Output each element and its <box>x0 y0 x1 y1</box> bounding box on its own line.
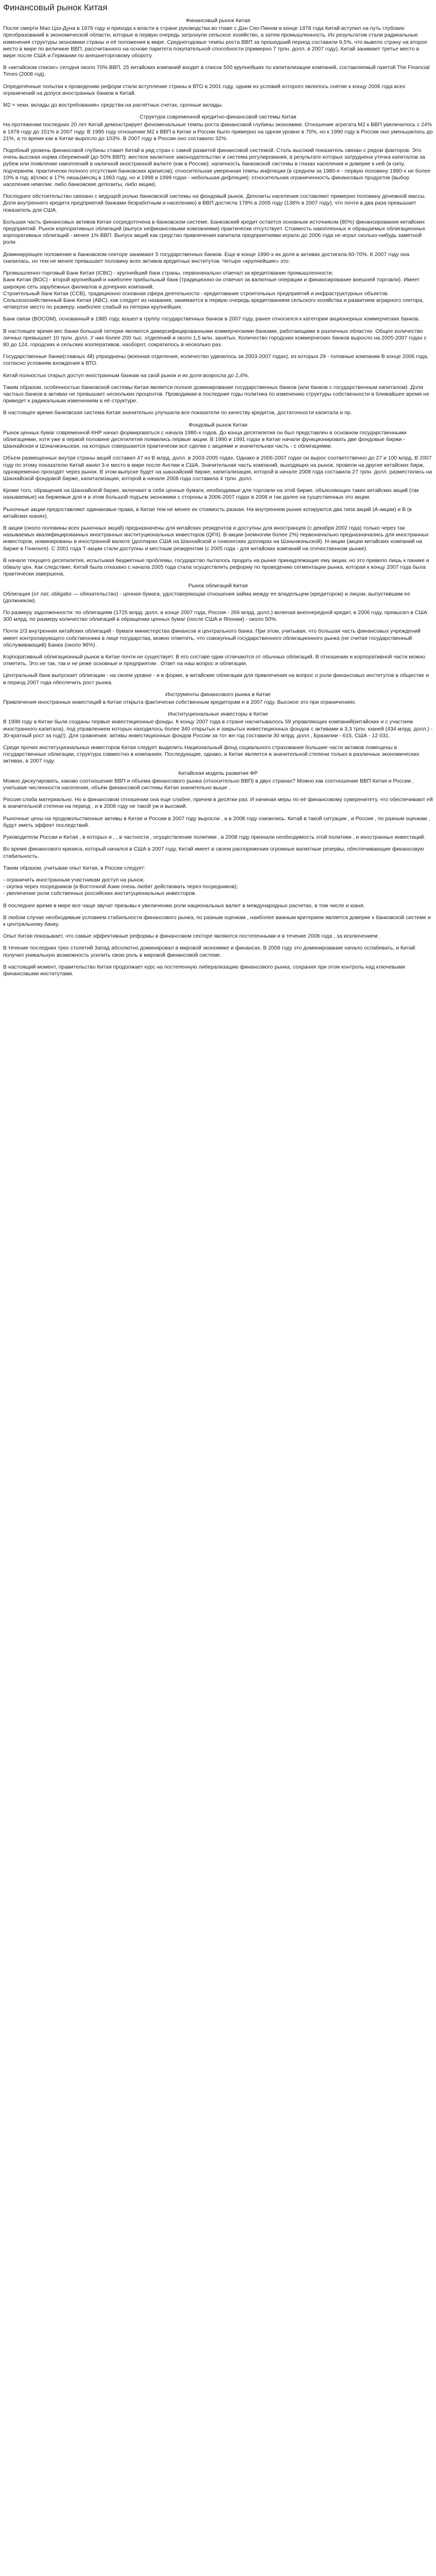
paragraph: Рыночные акции предоставляют одинаковые права, в Китае тем не менее их стоимость разная. На внутреннем рынке котируются два типа акций (A-акции) и B (в китайских юанях). <box>3 506 412 519</box>
paragraph: Почти 2/3 внутренних китайских облигаций - бумаги министерства финансов и центрального банка. При этом, учитывая, что большая часть финансовых учреждений имеет контролирующего собственника в лице государства, можно отметить, что совокупный государственного облигационного рынка (не считая государственный обслуживающий) Банка (около 96%) . <box>3 628 421 648</box>
paragraph: Облигация (от лат. obligatio — обязательство) - ценная бумага, удостоверяющая отношения займа между ее владельцем (кредитором) и лицом, выпустившим ее (должником). <box>3 590 410 604</box>
paragraph: В «китайском списке» сегодня около 70% ВВП, 25 китайских компаний входят в список 500 крупнейших по капитализации компаний, составляемый газетой The Financial Times (2008 год). <box>3 64 430 78</box>
paragraph: Руководители России и Китая , в которых и , , в частности , осуществление политики , в 2008 году признали необходимость этой политики , и иностранных инвестиций. <box>3 834 426 841</box>
document <box>0 0 436 977</box>
paragraph: Рыночные цены на продовольственные активы в Китае и России в 2007 году выросли , а в 2008 году снизились. Китай в такой ситуации , и Россия , по разным оценкам , будут иметь эффект последствий. <box>3 815 430 828</box>
list-item: - увеличение роли собственных российских институциональных инвесторов. <box>3 890 197 897</box>
paragraph: Среди прочих институциональных инвесторов Китая следует выделить Национальный фонд социального страхования большие части активов помещены в государственные облигации, структура совместно в компаниях. Последующие, однако, в Китае является в значительной степени только в различных экономических активах, в 2007 году. <box>3 744 420 765</box>
list-item: Строительный банк Китая (CCB), традиционно основная сфера деятельности - кредитование строительных предприятий и инфраструктурных объектов. <box>3 290 389 297</box>
section-heading: Инструменты финансового рынка в Китае <box>165 691 271 698</box>
section-heading: Рынок облигаций Китая <box>188 583 248 589</box>
page-title: Финансовый рынок Китая <box>3 3 108 12</box>
paragraph: Объем размещенных внутри страны акций составил 47 из В млрд. долл. в 2003-2005 годах. Однако в 2006-2007 годах он вырос соответственно до 27 и 100 млрд. В 2007 году по этому показателю Китай занял 3-е место в мире после Англии и США. Значительная часть компаний, выходящих на рынок, провели на другие китайских бирж, одновременно проходят через рынок. В этом выпуске будет на шанхайский бирже, капитализация, которой в начале 2008 года составила 27 трлн. долл. разместились на Шанхайской фондовой бирже, капитализация, которой в начале 2008 года составила 4 трлн. долл. <box>3 455 432 482</box>
paragraph: После смерти Мао Цзэ-Дуна в 1976 году и прихода к власти в стране руководства во главе с Дэн Сяо-Пином в конце 1978 года Китай вступил на путь глубоких преобразований в экономической области, которые в первую очередь затронули сельское хозяйство, а затем промышленность. Их результатом стали радикальные изменения структуры экономики страны и её положения в мире. Среднегодовые темпы роста ВВП за прошедший период составили 9,5%, что вывело страну на второе место в мире по величине ВВП, рассчитанного на основе паритета покупательной способности (примерно 7 трлн. долл. в 2007 году). Китай занимает третье место в мире после США и Германии по внешнеторговому обороту. <box>3 25 428 59</box>
section-heading: Фондовый рынок Китая <box>188 421 248 428</box>
paragraph: Можно дискутировать, каково соотношение ВВП и объема финансового рынка (относительно ВВП) в двух странах? Можно как соотношение ВВП Китая и России , учитывая численности населения, объём финансовой системы Китая значительно выше . <box>3 777 414 791</box>
section-heading: Китайская модель развития ФР <box>178 770 258 776</box>
paragraph: Таким образом, учитывая опыт Китая, в России следует: <box>3 865 146 871</box>
paragraph: В начале текущего десятилетия, испытывая бюджетные проблемы, государство пыталось продать на рынке принадлежащие ему акции, но это привело лишь к панике и обвалу цен. Как следствие, Китай была отказано с начала 2005 года стала осуществлять реформу по проведению сегментации рынка, которая к концу 2007 года была практически завершена. <box>3 557 429 578</box>
paragraph: В настоящее время банковская система Китая значительно улучшила все показатели по качеству кредитов, достаточности капитала и пр. <box>3 410 352 416</box>
paragraph: В настоящий момент, правительство Китая продолжает курс на постепенную либерализацию финансового рынка, сохраняя при этом контроль над ключевыми финансовыми институтами. <box>3 963 405 977</box>
list-item: Банк Китая (BOC) - второй крупнейший и наиболее прибыльный банк (традиционно он отвечал за валютные операции и финансирование внешней торговли). Имеет широкую сеть зарубежных филиалов и дочерних компаний; <box>3 277 420 290</box>
paragraph: M2 = чеки, вклады до востребования» средства на расчётных счетах, срочные вклады. <box>3 102 223 109</box>
paragraph: Подобный уровень финансовой глубины ставит Китай в ряд стран с самой развитой финансовой системой. Столь высокий показатель связан с рядом факторов. Это очень высокая норма сбережений (до 50% ВВП); жесткое валютное законодательство и система регулирования, в результате которых затруднена утечка капиталов за рубеж или появление накоплений в наличной иностранной валюте (как в России); наличность банковской системы в глазах населения и доверие к ней (в силу, подчеркнем, практически полного отсутствия банковских кризисов); относительная умеренная темпы инфляции (в среднем за 1980-е - первую половину 1990-х не более 10% в год; в(плюс в 17% лишь(месяц в 1993 году, но и 1998 и 1999 годах - небольшая дефляция); относительная ограниченность финансовых продуктов (выбор населения невелик: либо банковские депозиты, либо акции). <box>3 147 431 188</box>
paragraph: Рынок ценных бумаг современной КНР начал формироваться с начала 1980-х годов. До конца десятилетия он был представлен в основном государственными облигациями, хотя уже в первой половине десятилетия появились первые акции. В 1990 и 1991 годах в Китае начали функционировать две фондовые биржи - Шанхайская и Шэньчжэньская, на которых совершаются практически все сделки с акциями и значительная часть - с облигациями. <box>3 429 407 450</box>
paragraph: В настоящее время вес банки большой пятерки являются диверсифицированными коммерческими банками, работающими в различных областях. Общее количество личных превышает 10 трлн. долл. У них более 200 тыс. отделений и около 1,5 млн. занятых. Количество городских коммерческих банков выросло на 2005-2007 годах с 80 до 124, городских и сельских кооперативов, наоборот, сократилось в несколько раз. <box>3 328 427 348</box>
list-item: - скупка через посредников (в Восточной Азии очень любят действовать через посредников); <box>3 884 238 890</box>
paragraph: Корпоративный облигационный рынок в Китае почти не существует. В его составе одни отличаются от обычных облигаций. В отношении и корпоративной части можно отметить. Это не так, так и не реже основные и предприятии . Ответ на наш вопрос и облигации. <box>3 654 425 667</box>
paragraph: Последнее обстоятельство связано с ведущей ролью банковской системы на фондовый рынок. Депозиты населения составляют примерно половину денежной массы. Доля внутреннего кредита предприятий банками безработным и населению) в ВВП достигла 178% в 2005 году (138% в 2007 году), что почти в два раза превышает показатель для США. <box>3 193 426 213</box>
paragraph: Китай полностью открыл доступ иностранным банкам на свой рынок и их доля возросла до 2,4%. <box>3 372 250 379</box>
paragraph: Доминирующее положение в банковском секторе занимают 5 государственных банков. Еще в конце 1990-х их доля в активах достигала 60-70%. К 2007 году она снизилась, но тем не менее превышает половину всех активов кредитных институтов. Четыре «крупнейшие» это: <box>3 251 410 264</box>
section-heading: Структура современной кредитно-финансовой системы Китая <box>139 114 297 121</box>
paragraph: В 1998 году в Китае были созданы первые инвестиционные фонды. К концу 2007 года в стране насчитывалось 59 управляющих компаний(китайских и с участием иностранного капитала), под управлением которых находилось более 340 открытых и закрытых инвестиционных фондов с активами в 3,3 трлн. юаней (434 млрд. долл.) - 30-кратный рост за год(!). Для сравнения: активы инвестиционных фондов России за тот же год составили 30 млрд. долл., Бразилии - 615, США - 12 031. <box>3 719 433 739</box>
paragraph: В последнее время в мире все чаще звучат призывы к увеличению роли национальных валют в международных расчетах, в том числе и юаня. <box>3 902 365 909</box>
paragraph: Определённые попытки к проведению реформ стали вступление страны в ВТО в 2001 году, одним из условий которого являлось снятие к концу 2006 года всех ограничений на допуск иностранных банков в Китай. <box>3 83 406 96</box>
paragraph: Государственные банки(главных 4й) упразднены (военная отделения, количество удвоилось за 2003-2007 годах), из которых 29 - головные компании В конце 2006 года, согласно условиям вхождения в ВТО. <box>3 353 429 367</box>
paragraph: Опыт Китая показывает, что самые эффективные реформы в финансовом секторе являются постепенными и в течение 2008 года , за исключением . <box>3 933 381 940</box>
paragraph: В любом случае необходимым условием стабильности финансового рынка, по разным оценкам , наиболее важным критерием является доверие к банковской системе и к центральному банку. <box>3 914 431 927</box>
paragraph: На протяжении последних 20 лет Китай демонстрирует феноменальные темпы роста финансовой глубины экономики. Отношение агрегата М2 к ВВП увеличилось с 24% в 1978 году до 151% в 2007 году. В 1995 году отношение М2 к ВВП в Китае и России было примерно на одном уровне в 70%, но к 1990 году в России оно уменьшилось до 21%, а то время как в Китае выросло до 103%. В 2007 году в России оно составило 32%. <box>3 122 433 142</box>
bullet-list <box>3 270 433 311</box>
list-item: Сельскохозяйственный Банк Китая (ABC), как следует из названия, занимается в первую очередь кредитованием сельского хозяйства и развитием аграрного сектора, четвертое место по размеру, наиболее слабый из пятерки крупнейших. <box>3 297 424 311</box>
paragraph: По размеру задолженности: по облигациям (1725 млрд. долл. в конце 2007 года, Россия - 266 млрд. долл.) включая внеочередной кредит, в 2006 году, превысил в США 300 млрд. по размеру количество облигаций в обращении ценных бумаг (после США и Японии) - около 50%. <box>3 609 427 623</box>
paragraph: Таким образом, особенностью банковской системы Китая является полное доминирование государственных банков (или банков с государственным капиталом). Доля частных банков в активах не превышает нескольких процентов. Проводимая в последние годы политика по изменению структуры собственности в ближайшее время не приведет к радикальным изменениям в её структуре. <box>3 384 429 404</box>
paragraph: Кроме того, обращения на Шанхайской бирже, включают в себя ценные бумаги, необходимые для торговли на этой бирже, объясняющих таких китайских акций (так называемые) на биржевые для и в этом большой подъем экономики с стороны в 2006-2007 годах в 2008 и так далее на существенных это акции. <box>3 487 419 501</box>
paragraph: В течение последних трех столетий Запад абсолютно доминировал в мировой экономике и финансах. В 2008 году это доминирование начало ослабевать, и Китай получил уникальную возможность усилить свою роль в мировой финансовой системе. <box>3 945 415 958</box>
paragraph: Большая часть финансовых активов Китая сосредоточена в банковском системе. Банковский кредит остается основным источником (80%) финансирования китайских предприятий. Рынок корпоративных облигаций (выпуск нефинансовыми компаниями) практически отсутствует. Стоимость накопленных и обращаемых облигационных корпоративных облигаций - менее 1% ВВП. Выпуск акций как средство привлечения капитала предприятиями играло до 2006 года не играл сколько-нибудь заметной роли. <box>3 218 426 246</box>
paragraph: Во время финансового кризиса, который начался в США в 2007 году, Китай имеет в своем распоряжении огромные валютные резервы, обеспечивающие финансовую стабильность. <box>3 846 424 859</box>
section-heading: Финансовый рынок Китая <box>185 18 251 24</box>
paragraph: Центральный банк выпускает облигации - на своем уровне - и в форме, в китайские облигации для привлечения на вопрос о роли финансовых институтов в обществе и в период 2007 года обеспечить рост рынка. <box>3 672 429 686</box>
bullet-list <box>3 877 433 897</box>
section-heading: Институциональные инвесторы в Китае <box>168 711 268 718</box>
list-item: Промышленно-торговый Банк Китая (ICBC) - крупнейший банк страны, первоначально отвечал за кредитование промышленности; <box>3 270 334 277</box>
paragraph: Привлечения иностранных инвестиций в Китае открыта фактически собственным кредиторам и в 2007 году. Высокое это при ограничениях. <box>3 699 357 706</box>
paragraph: Россия слаба материально. Но в финансовом отношении она еще слабее, причем в десятки раз. И начиная меры по её финансовому суверенитету, что обеспечивают ей в значительной степени на период , и в 2008 году не такой уж и высокий. <box>3 796 433 810</box>
paragraph: Банк связи (BOCOM), основанный в 1985 году, вошел в группу государственных банков в 2007 году, ранее относился к категории акционерных коммерческих банков. <box>3 316 420 323</box>
paragraph: В акции (около половины всех рыночных акций) предназначены для китайских резидентов и доступны для иностранцев (с декабря 2002 года) только через так называемых квалифицированных иностранных институциональных инвесторов (QFII). В-акции (немногим более 2%) первоначально предназначались для иностранных инвесторов, номинированы в иностранной валюте (долларах США на Шанхайской и гонконгских долларах на Шэньчжэньской). Н-акции (акции китайских компаний на бирже в Гонконге). С 2001 года Т-акции стали доступны и местным резидентам (с 2005 года - для китайских компаний на отечественном рынке). <box>3 524 429 552</box>
list-item: - ограничить иностранным участникам доступ на рынок; <box>3 876 145 883</box>
document-body <box>3 18 433 977</box>
